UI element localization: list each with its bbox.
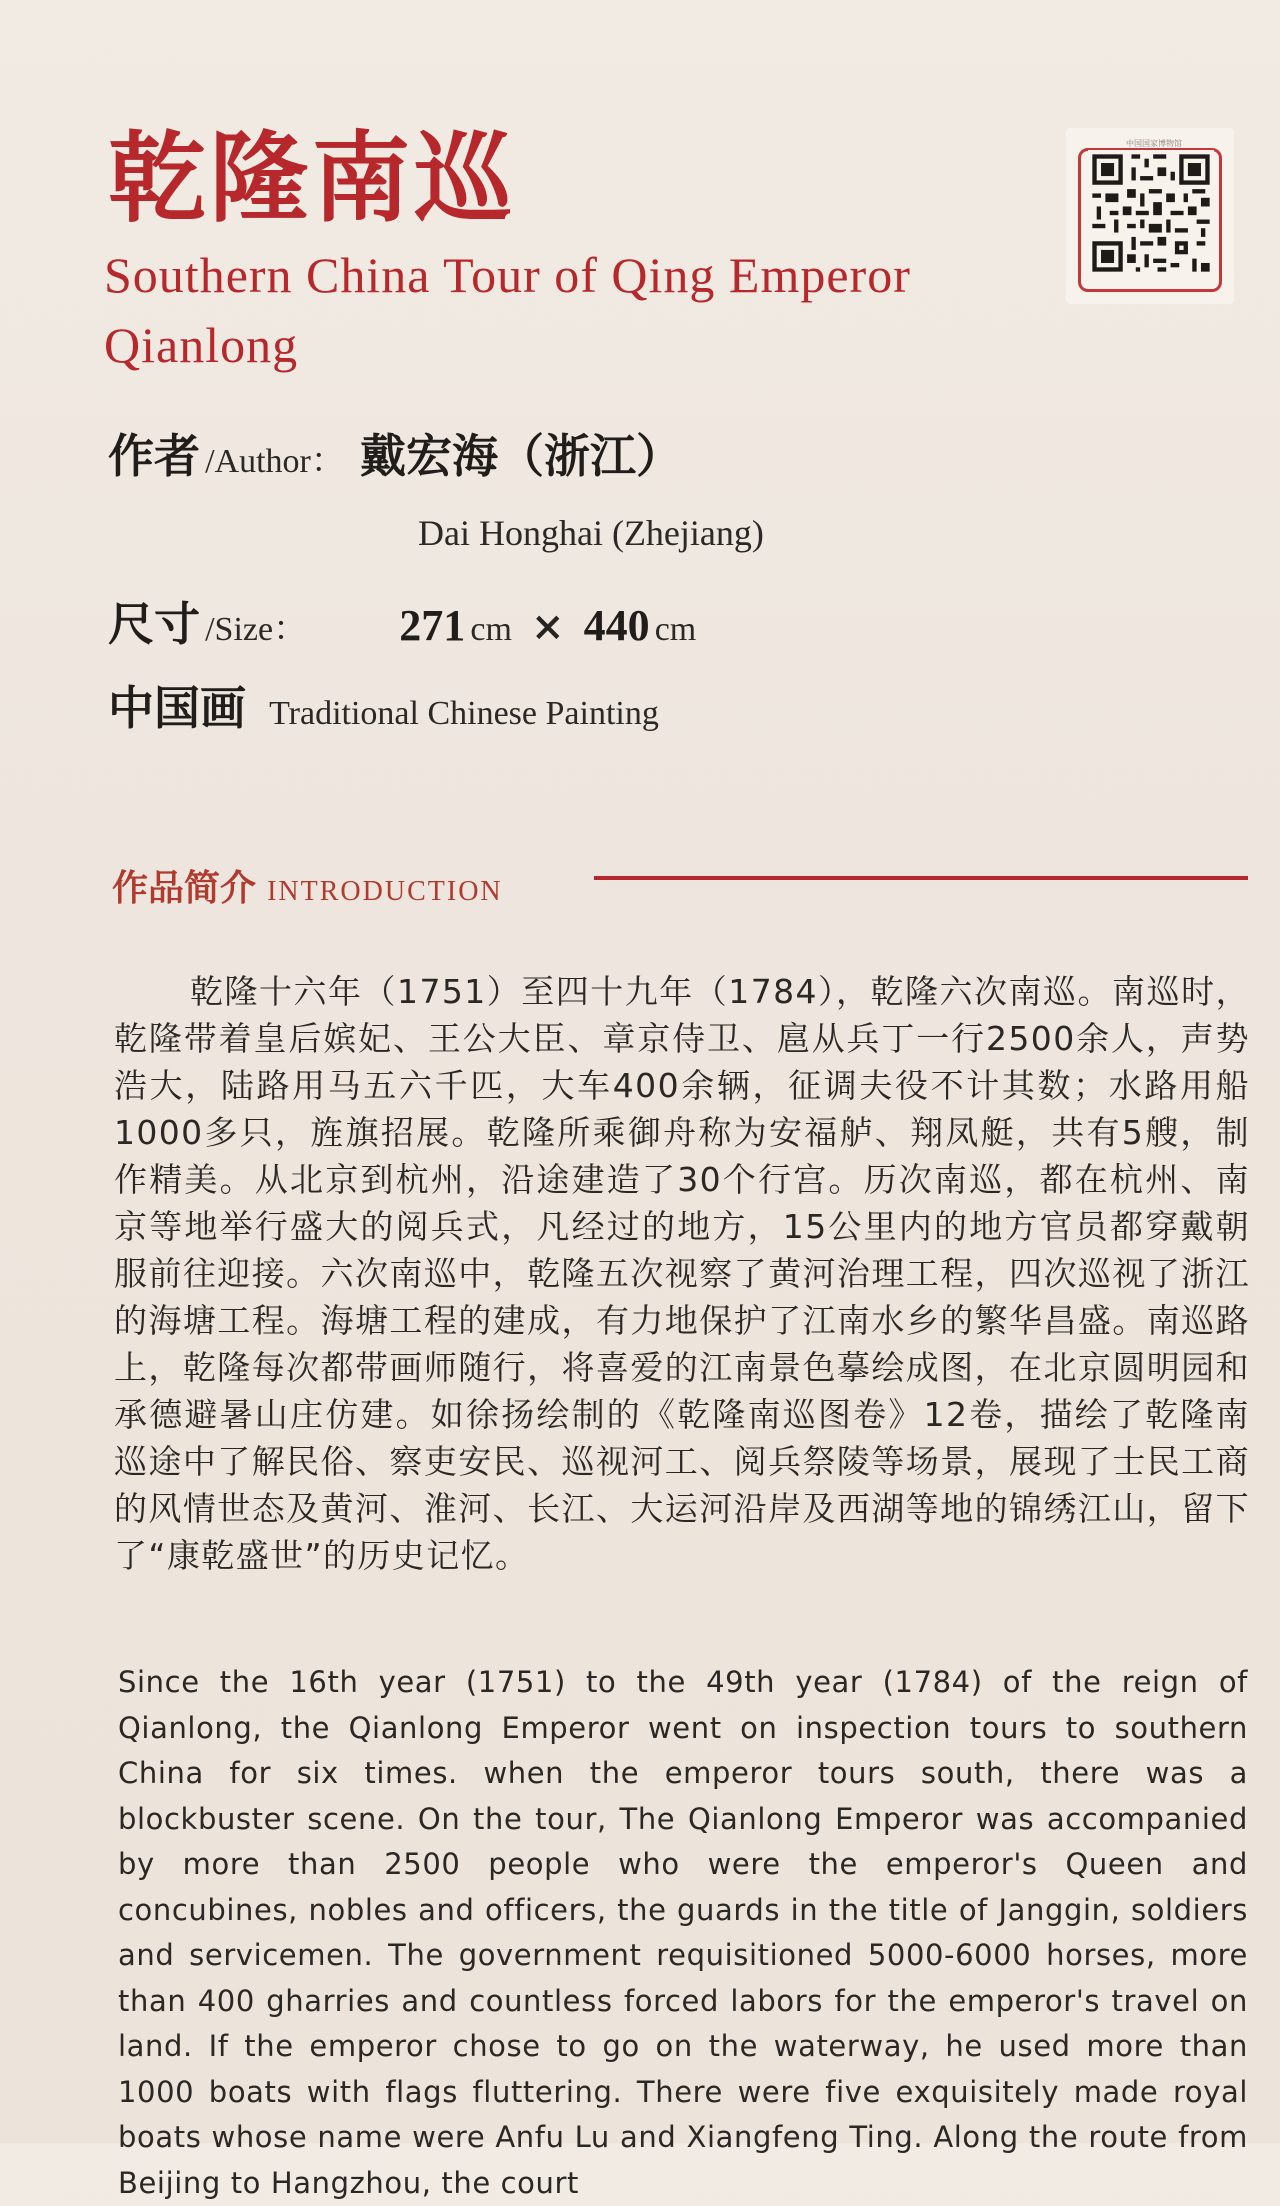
size-row <box>108 588 696 654</box>
author-name-en: Dai Honghai (Zhejiang) <box>418 513 764 553</box>
author-label-en: /Author： <box>205 443 345 480</box>
size-height: 440 <box>583 601 650 650</box>
size-label-zh: 尺寸 <box>108 597 200 651</box>
qr-caption: 中国国家博物馆 <box>1126 139 1182 148</box>
qr-code-icon[interactable] <box>1088 150 1214 276</box>
author-name-zh: 戴宏海（浙江） <box>359 429 682 483</box>
intro-heading-zh: 作品简介 <box>112 867 257 909</box>
author-row <box>108 420 682 486</box>
medium-zh: 中国画 <box>108 681 246 735</box>
medium-en: Traditional Chinese Painting <box>269 695 659 732</box>
intro-text-zh: 乾隆十六年（1751）至四十九年（1784），乾隆六次南巡。南巡时，乾隆带着皇后嫔妃、王公大臣、章京侍卫、扈从兵丁一行2500余人，声势浩大，陆路用马五六千匹，大车400余辆，征调夫役不计其数；水路用船1000多只，旌旗招展。乾隆所乘御舟称为安福舻、翔凤艇，共有5艘，制作精美。从北京到杭州，沿途建造了30个行宫。历次南巡，都在杭州、南京等地举行盛大的阅兵式，凡经过的地方，15公里内的地方官员都穿戴朝服前往迎接。六次南巡中，乾隆五次视察了黄河治理工程，四次巡视了浙江的海塘工程。海塘工程的建成，有力地保护了江南水乡的繁华昌盛。南巡路上，乾隆每次都带画师随行，将喜爱的江南景色摹绘成图，在北京圆明园和承德避暑山庄仿建。如徐扬绘制的《乾隆南巡图卷》12卷，描绘了乾隆南巡途中了解民俗、察吏安民、巡视河工、阅兵祭陵等场景，展现了士民工商的风情世态及黄河、淮河、长江、大运河沿岸及西湖等地的锦绣江山，留下了“康乾盛世”的历史记忆。 <box>114 972 1250 1575</box>
size-width: 271 <box>399 601 466 650</box>
medium-row <box>108 672 659 738</box>
size-height-unit: cm <box>654 611 697 648</box>
qr-code-card[interactable] <box>1066 128 1234 304</box>
intro-divider <box>594 876 1248 880</box>
artwork-title-zh: 乾隆南巡 <box>108 121 517 236</box>
artwork-title-en: Southern China Tour of Qing Emperor Qianlong <box>104 247 911 373</box>
intro-text-en: Since the 16th year (1751) to the 49th year (1784) of the reign of Qianlong, the Qianlong Emperor went on inspection tours to southern China for six times. when the emperor tours south, there was a blockbuster scene. On the tour, The Qianlong Emperor was accompanied by more than 2500 people who were the emperor's Queen and concubines, nobles and officers, the guards in the title of Janggin, soldiers and servicemen. The government requisitioned 5000-6000 horses, more than 400 gharries and countless forced labors for the emperor's travel on land. If the emperor chose to go on the waterway, he used more than 1000 boats with flags fluttering. There were five exquisitely made royal boats whose name were Anfu Lu and Xiangfeng Ting. Along the route from Beijing to Hangzhou, the court <box>118 1665 1248 2200</box>
size-width-unit: cm <box>470 611 512 648</box>
intro-heading-en: INTRODUCTION <box>267 876 503 907</box>
size-times: × <box>531 603 565 650</box>
size-label-en: /Size： <box>205 611 308 648</box>
author-label-zh: 作者 <box>108 429 200 483</box>
intro-heading <box>112 860 503 911</box>
